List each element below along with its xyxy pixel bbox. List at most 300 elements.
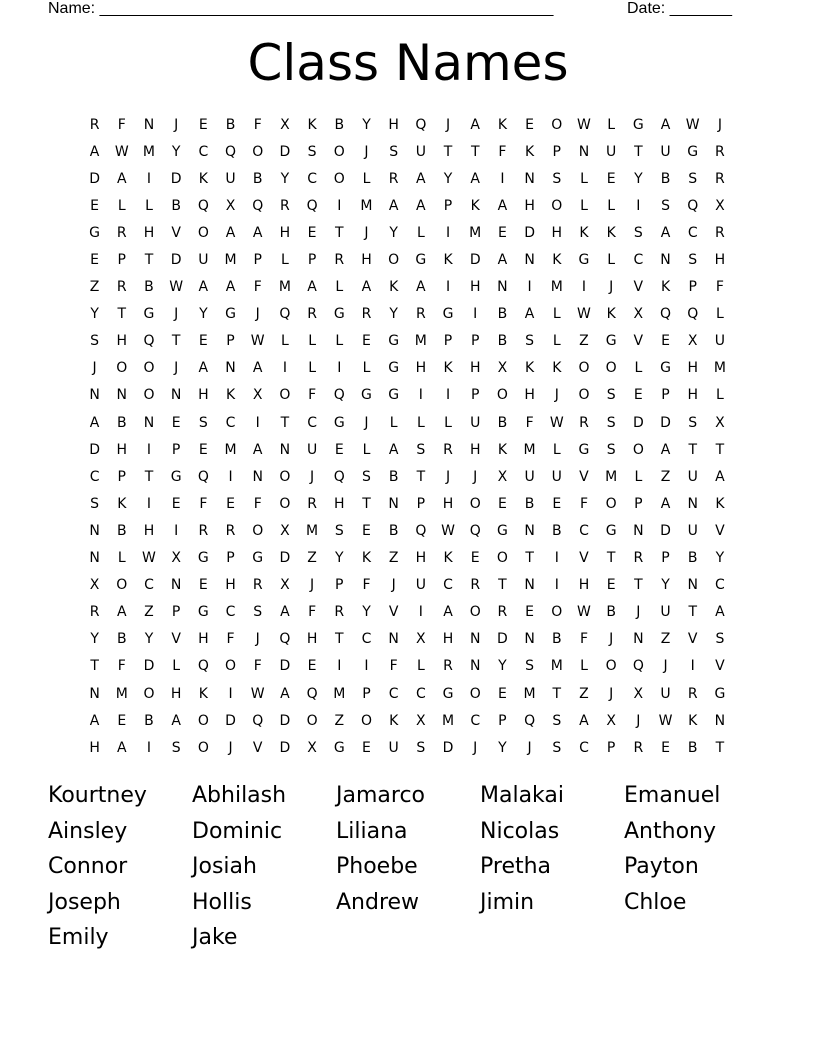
grid-letter: P [688, 279, 697, 296]
grid-letter: J [609, 631, 614, 648]
grid-letter: B [144, 279, 154, 296]
grid-letter: F [253, 279, 262, 296]
grid-letter: D [497, 631, 508, 648]
grid-letter: T [171, 333, 181, 350]
grid-letter: H [116, 441, 128, 458]
grid-letter: F [308, 604, 317, 621]
grid-letter: F [253, 495, 262, 512]
grid-letter: R [579, 414, 589, 431]
grid-letter: W [250, 333, 265, 350]
grid-letter: N [524, 631, 535, 648]
grid-letter: L [308, 360, 316, 377]
grid-letter: J [445, 468, 451, 485]
grid-letter: A [660, 116, 671, 133]
grid-letter: J [364, 414, 369, 431]
grid-letter: H [306, 631, 318, 648]
header [48, 0, 748, 20]
grid-letter: T [335, 631, 344, 648]
grid-letter: W [577, 116, 591, 133]
grid-letter: Z [660, 468, 671, 485]
grid-letter: K [198, 170, 208, 187]
grid-letter: G [333, 414, 345, 431]
grid-letter: E [606, 170, 616, 187]
page-title: Class Names [247, 34, 569, 92]
grid-letter: E [334, 441, 344, 458]
grid-letter: F [226, 631, 235, 648]
grid-letter: U [660, 604, 671, 621]
grid-letter: B [116, 414, 127, 431]
grid-letter: M [414, 333, 427, 350]
grid-letter: A [116, 739, 127, 756]
grid-letter: L [607, 252, 616, 269]
grid-letter: O [225, 658, 237, 675]
grid-row [81, 463, 741, 490]
grid-letter: S [198, 414, 208, 431]
grid-letter: A [252, 441, 263, 458]
grid-letter: M [306, 522, 319, 539]
grid-letter: P [416, 495, 426, 512]
grid-letter: X [633, 306, 644, 323]
grid-letter: P [661, 550, 670, 567]
grid-letter: U [415, 577, 426, 594]
grid-letter: O [197, 224, 209, 241]
grid-letter: A [416, 197, 426, 214]
grid-letter: U [606, 143, 617, 160]
grid-letter: G [388, 333, 400, 350]
grid-letter: T [280, 414, 290, 431]
grid-letter: Q [279, 306, 291, 323]
word-list-item: Jake [192, 925, 238, 950]
grid-letter: T [362, 495, 371, 512]
grid-letter: C [633, 252, 644, 269]
grid-letter: B [171, 197, 181, 214]
grid-letter: E [606, 577, 616, 594]
grid-letter: C [225, 414, 236, 431]
grid-letter: R [225, 522, 236, 539]
grid-letter: B [497, 333, 508, 350]
grid-letter: C [415, 685, 426, 702]
grid-letter: H [469, 360, 481, 377]
grid-letter: N [89, 550, 100, 567]
grid-letter: Q [632, 658, 644, 675]
grid-letter: R [280, 197, 290, 214]
grid-letter: M [224, 441, 237, 458]
grid-letter: Y [389, 224, 398, 241]
grid-letter: M [142, 143, 156, 160]
grid-letter: E [470, 550, 480, 567]
grid-letter: Y [634, 170, 643, 187]
word-list-item: Abhilash [192, 783, 287, 808]
grid-letter: V [252, 739, 263, 756]
grid-letter: P [335, 577, 344, 594]
grid-letter: R [116, 224, 127, 241]
grid-letter: H [442, 631, 454, 648]
grid-letter: C [307, 170, 317, 187]
grid-letter: G [605, 333, 617, 350]
grid-row [81, 192, 741, 219]
grid-letter: L [580, 658, 588, 675]
grid-letter: M [550, 658, 563, 675]
grid-letter: P [443, 333, 453, 350]
grid-letter: D [469, 252, 481, 269]
grid-letter: S [525, 333, 535, 350]
word-list-item: Ainsley [48, 818, 128, 844]
grid-letter: I [337, 360, 342, 377]
grid-letter: K [715, 495, 725, 512]
grid-letter: S [552, 739, 562, 756]
grid-letter: G [687, 143, 699, 160]
grid-letter: B [252, 170, 263, 187]
grid-letter: R [715, 170, 725, 187]
grid-letter: Y [715, 550, 725, 567]
grid-letter: O [252, 522, 264, 539]
grid-letter: U [714, 333, 726, 350]
grid-letter: H [469, 279, 481, 296]
word-list-item: Chloe [624, 889, 687, 915]
grid-letter: K [198, 685, 208, 702]
grid-letter: F [498, 143, 507, 160]
grid-letter: P [470, 333, 480, 350]
grid-letter: N [660, 252, 671, 269]
grid-letter: T [335, 224, 344, 241]
grid-letter: D [89, 170, 100, 187]
grid-letter: C [579, 522, 589, 539]
grid-letter: F [253, 116, 262, 133]
grid-letter: S [606, 414, 616, 431]
grid-letter: B [551, 631, 562, 648]
grid-letter: I [445, 279, 451, 296]
grid-letter: O [551, 604, 563, 621]
grid-letter: R [715, 143, 725, 160]
grid-letter: C [470, 712, 481, 729]
grid-letter: B [116, 631, 127, 648]
grid-letter: E [198, 116, 208, 133]
grid-letter: G [197, 604, 209, 621]
grid-letter: Y [443, 170, 453, 187]
word-list-item: Jamarco [336, 783, 425, 808]
grid-letter: I [174, 522, 179, 539]
grid-letter: M [224, 252, 237, 269]
word-list-item: Emanuel [624, 783, 721, 808]
grid-letter: J [255, 631, 260, 648]
grid-letter: B [225, 116, 236, 133]
grid-letter: U [551, 468, 562, 485]
grid-row [81, 382, 741, 409]
grid-letter: H [143, 522, 155, 539]
word-list-item: Payton [624, 854, 699, 879]
grid-letter: I [337, 658, 342, 675]
grid-letter: J [174, 360, 179, 377]
grid-letter: R [116, 279, 127, 296]
grid-letter: L [552, 441, 561, 458]
grid-letter: H [551, 224, 563, 241]
word-list-item: Connor [48, 854, 128, 879]
grid-letter: J [310, 468, 315, 485]
grid-letter: R [252, 577, 263, 594]
grid-letter: R [443, 441, 453, 458]
grid-letter: N [497, 279, 508, 296]
grid-letter: L [552, 306, 561, 323]
grid-letter: A [388, 197, 399, 214]
grid-letter: E [633, 387, 643, 404]
grid-letter: N [388, 631, 399, 648]
grid-letter: G [442, 306, 454, 323]
grid-letter: R [334, 604, 345, 621]
grid-letter: E [307, 224, 317, 241]
grid-letter: H [524, 387, 535, 404]
grid-letter: W [658, 712, 673, 729]
grid-letter: X [497, 360, 508, 377]
grid-letter: Q [333, 468, 345, 485]
grid-letter: G [578, 441, 590, 458]
grid-letter: F [117, 658, 126, 675]
grid-letter: K [443, 550, 453, 567]
grid-letter: Q [469, 522, 481, 539]
grid-letter: V [388, 604, 399, 621]
grid-letter: E [661, 739, 670, 756]
grid-letter: N [469, 631, 481, 648]
grid-letter: E [198, 333, 208, 350]
grid-letter: Q [415, 522, 427, 539]
grid-letter: G [660, 360, 671, 377]
grid-letter: Q [252, 197, 264, 214]
grid-letter: B [606, 604, 616, 621]
grid-letter: T [498, 577, 507, 594]
grid-letter: O [116, 577, 128, 594]
grid-letter: I [554, 550, 559, 567]
grid-row [81, 734, 741, 761]
grid-letter: P [443, 197, 453, 214]
grid-letter: X [497, 468, 508, 485]
grid-letter: Q [524, 712, 536, 729]
grid-letter: V [171, 631, 181, 648]
grid-letter: O [469, 495, 481, 512]
grid-letter: S [90, 495, 100, 512]
grid-letter: L [362, 441, 371, 458]
grid-letter: P [661, 387, 670, 404]
grid-letter: V [579, 468, 589, 485]
grid-letter: H [279, 224, 291, 241]
grid-letter: W [577, 306, 591, 323]
grid-letter: L [362, 170, 371, 187]
word-list-item: Kourtney [48, 783, 147, 808]
word-list-item: Joseph [48, 889, 121, 915]
grid-letter: Q [279, 631, 291, 648]
grid-letter: N [578, 143, 590, 160]
grid-letter: S [389, 143, 399, 160]
grid-letter: W [685, 116, 700, 133]
word-list-item: Liliana [336, 818, 408, 844]
grid-letter: V [633, 279, 644, 296]
grid-letter: S [253, 604, 263, 621]
grid-letter: Q [225, 143, 237, 160]
grid-letter: X [89, 577, 100, 594]
grid-letter: Y [280, 170, 290, 187]
grid-letter: J [636, 712, 641, 729]
grid-letter: K [389, 279, 399, 296]
grid-letter: D [279, 712, 291, 729]
letter-grid [81, 111, 741, 761]
grid-letter: S [661, 197, 670, 214]
grid-letter: O [143, 360, 155, 377]
grid-letter: Y [362, 604, 371, 621]
grid-letter: E [497, 685, 507, 702]
grid-letter: U [388, 739, 399, 756]
date-field-label: Date: _______ [627, 0, 732, 17]
grid-letter: B [388, 522, 399, 539]
grid-letter: C [307, 414, 317, 431]
grid-letter: U [660, 685, 671, 702]
grid-letter: A [280, 685, 290, 702]
grid-letter: O [605, 658, 617, 675]
grid-letter: I [500, 170, 505, 187]
grid-letter: U [687, 522, 698, 539]
grid-letter: S [334, 522, 344, 539]
grid-letter: G [442, 685, 454, 702]
grid-letter: I [282, 360, 287, 377]
grid-letter: I [228, 468, 233, 485]
grid-letter: U [198, 252, 209, 269]
grid-letter: N [633, 631, 644, 648]
grid-letter: H [334, 495, 345, 512]
grid-letter: Y [362, 116, 371, 133]
grid-letter: J [636, 604, 641, 621]
grid-letter: U [660, 143, 671, 160]
grid-letter: L [580, 197, 588, 214]
word-list-item: Phoebe [336, 854, 418, 879]
grid-letter: L [634, 468, 643, 485]
grid-letter: A [470, 170, 480, 187]
grid-letter: A [416, 279, 426, 296]
grid-letter: S [171, 739, 181, 756]
grid-letter: A [497, 197, 508, 214]
grid-letter: H [415, 550, 427, 567]
grid-letter: S [552, 170, 562, 187]
grid-letter: N [524, 170, 535, 187]
grid-letter: U [306, 441, 318, 458]
grid-letter: A [89, 712, 100, 729]
grid-letter: M [278, 279, 291, 296]
grid-letter: X [606, 712, 616, 729]
grid-letter: G [170, 468, 182, 485]
grid-letter: F [117, 116, 126, 133]
grid-letter: J [473, 468, 478, 485]
grid-letter: I [146, 441, 152, 458]
grid-letter: R [89, 604, 100, 621]
grid-letter: A [388, 441, 399, 458]
grid-letter: J [228, 739, 233, 756]
grid-letter: S [633, 224, 643, 241]
grid-letter: V [579, 550, 589, 567]
grid-letter: O [551, 197, 563, 214]
grid-letter: Q [197, 658, 209, 675]
grid-letter: I [636, 197, 641, 214]
grid-letter: A [116, 170, 127, 187]
grid-letter: O [605, 360, 617, 377]
grid-letter: N [143, 414, 155, 431]
grid-letter: B [334, 116, 345, 133]
grid-letter: L [607, 197, 616, 214]
grid-letter: H [687, 360, 698, 377]
grid-letter: R [470, 577, 481, 594]
grid-letter: F [253, 658, 262, 675]
grid-letter: O [551, 116, 563, 133]
grid-letter: Q [415, 116, 427, 133]
grid-letter: Z [660, 631, 671, 648]
grid-letter: K [497, 116, 507, 133]
grid-letter: T [470, 143, 480, 160]
grid-letter: O [116, 360, 128, 377]
grid-letter: J [364, 224, 369, 241]
grid-letter: I [228, 685, 233, 702]
grid-letter: X [715, 197, 725, 214]
grid-letter: G [632, 116, 644, 133]
grid-letter: O [388, 252, 400, 269]
grid-letter: O [605, 495, 617, 512]
grid-row [81, 626, 741, 653]
grid-letter: R [388, 170, 399, 187]
grid-letter: R [443, 658, 453, 675]
grid-letter: Z [144, 604, 154, 621]
grid-letter: Z [307, 550, 317, 567]
word-list-item: Malakai [480, 783, 565, 808]
grid-letter: B [116, 522, 127, 539]
grid-letter: S [688, 252, 698, 269]
grid-letter: O [306, 712, 318, 729]
grid-letter: U [470, 414, 481, 431]
grid-letter: E [362, 739, 371, 756]
grid-letter: L [416, 658, 425, 675]
grid-letter: J [609, 279, 614, 296]
grid-letter: B [687, 739, 698, 756]
grid-letter: N [170, 387, 182, 404]
grid-letter: Y [498, 739, 507, 756]
grid-letter: I [146, 170, 152, 187]
grid-letter: N [388, 495, 399, 512]
grid-letter: O [578, 360, 590, 377]
grid-letter: F [525, 414, 534, 431]
word-list-item: Andrew [336, 889, 420, 915]
grid-letter: F [308, 387, 317, 404]
grid-letter: L [145, 197, 153, 214]
grid-row [81, 138, 741, 165]
grid-letter: R [334, 252, 345, 269]
word-list-item: Hollis [192, 889, 252, 915]
grid-letter: Z [334, 712, 345, 729]
grid-row [81, 517, 741, 544]
grid-letter: W [250, 685, 265, 702]
grid-letter: E [198, 577, 208, 594]
grid-letter: P [634, 495, 643, 512]
grid-letter: S [715, 631, 725, 648]
grid-letter: P [117, 252, 126, 269]
grid-letter: Q [197, 197, 209, 214]
grid-letter: L [607, 116, 616, 133]
grid-letter: X [307, 739, 317, 756]
grid-letter: R [633, 739, 644, 756]
grid-letter: B [551, 522, 562, 539]
grid-letter: F [199, 495, 208, 512]
grid-letter: E [171, 414, 181, 431]
grid-letter: O [197, 739, 209, 756]
grid-letter: X [416, 631, 426, 648]
grid-letter: K [361, 550, 372, 567]
grid-letter: C [687, 224, 698, 241]
grid-letter: H [116, 333, 128, 350]
grid-letter: H [89, 739, 100, 756]
grid-letter: P [470, 387, 480, 404]
grid-letter: X [171, 550, 181, 567]
